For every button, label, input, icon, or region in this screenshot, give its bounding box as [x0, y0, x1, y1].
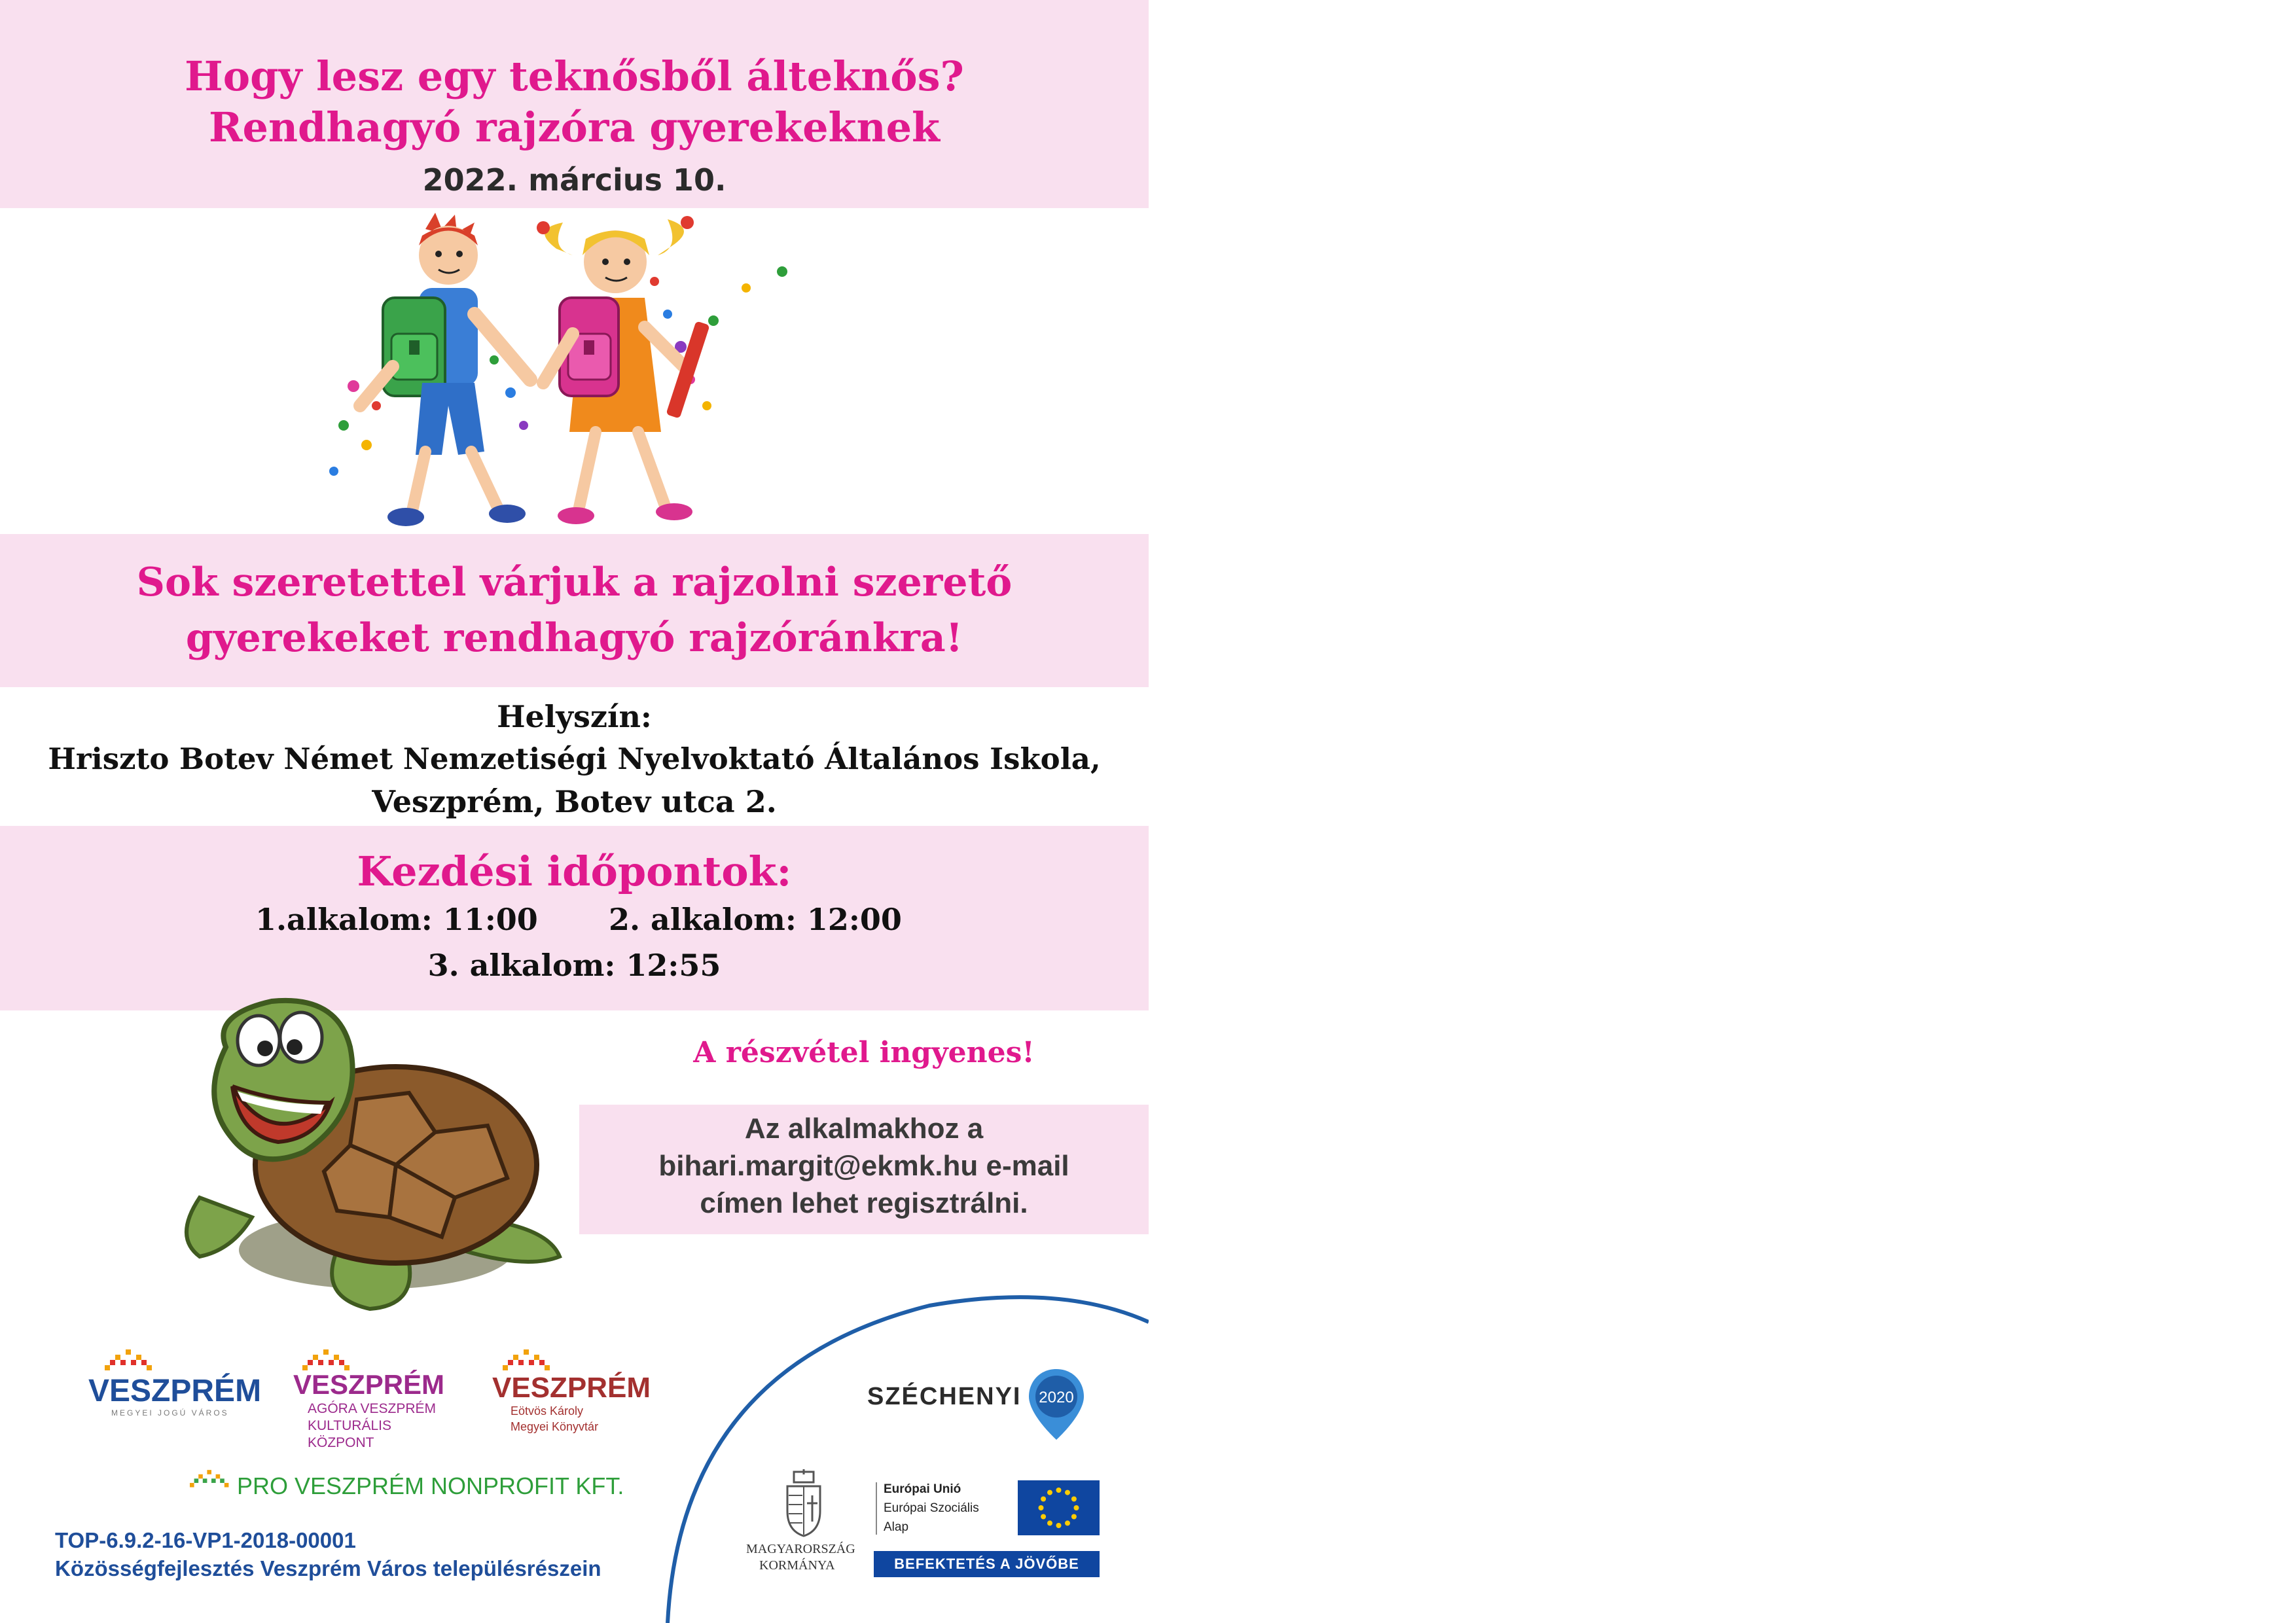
- eu-line-2: Európai Szociális: [884, 1501, 979, 1515]
- eu-star: [1056, 1488, 1062, 1493]
- library-subtitle-1: Eötvös Károly: [511, 1404, 584, 1418]
- schedule-slot-2: 2. alkalom: 12:00: [609, 902, 902, 937]
- eu-line-1: Európai Unió: [884, 1482, 961, 1496]
- project-title: Közösségfejlesztés Veszprém Város településrészein: [55, 1556, 601, 1580]
- government-line-1: MAGYARORSZÁG: [746, 1542, 855, 1556]
- schedule-slot-3: 3. alkalom: 12:55: [427, 948, 721, 983]
- registration-line-3: címen lehet regisztrálni.: [700, 1187, 1028, 1219]
- free-participation-note: A részvétel ingyenes!: [693, 1036, 1035, 1069]
- schedule-heading: Kezdési időpontok:: [357, 847, 792, 895]
- eu-line-3: Alap: [884, 1520, 909, 1534]
- eu-separator: [876, 1482, 877, 1535]
- eu-star: [1071, 1514, 1077, 1520]
- event-date: 2022. március 10.: [422, 162, 726, 198]
- eu-star: [1047, 1490, 1052, 1495]
- agora-subtitle-3: KÖZPONT: [308, 1435, 374, 1450]
- title-line-1: Hogy lesz egy teknősből álteknős?: [185, 52, 964, 100]
- agora-logo: VESZPRÉM: [293, 1369, 445, 1400]
- eu-star: [1071, 1497, 1077, 1502]
- invite-band: [0, 534, 1149, 687]
- location-address: Veszprém, Botev utca 2.: [372, 784, 777, 819]
- eu-flag-icon: [1018, 1480, 1100, 1535]
- eu-star: [1047, 1520, 1052, 1525]
- eu-star: [1065, 1520, 1070, 1525]
- girl-figure: [537, 216, 710, 524]
- location-name: Hriszto Botev Német Nemzetiségi Nyelvoktató Általános Iskola,: [48, 741, 1101, 776]
- project-code: TOP-6.9.2-16-VP1-2018-00001: [55, 1528, 356, 1552]
- crown-icon: [190, 1469, 233, 1491]
- turtle-illustration: [160, 988, 579, 1315]
- eu-star: [1074, 1505, 1079, 1510]
- registration-line-1: Az alkalmakhoz a: [744, 1113, 984, 1145]
- eu-star: [1065, 1490, 1070, 1495]
- schedule-slot-1: 1.alkalom: 11:00: [255, 902, 538, 937]
- agora-subtitle-2: KULTURÁLIS: [308, 1418, 391, 1433]
- invite-line-2: gyerekeket rendhagyó rajzóránkra!: [185, 615, 963, 661]
- invite-line-1: Sok szeretettel várjuk a rajzolni szerető: [136, 560, 1013, 605]
- government-line-2: KORMÁNYA: [759, 1558, 835, 1573]
- location-label: Helyszín:: [497, 699, 652, 734]
- veszprem-city-logo: VESZPRÉM: [88, 1374, 262, 1408]
- crown-icon: [105, 1349, 157, 1373]
- veszprem-city-subtitle: MEGYEI JOGÚ VÁROS: [111, 1408, 229, 1418]
- title-line-2: Rendhagyó rajzóra gyerekeknek: [209, 103, 940, 151]
- pro-veszprem-logo: PRO VESZPRÉM NONPROFIT KFT.: [237, 1472, 624, 1499]
- registration-email-line: bihari.margit@ekmk.hu e-mail: [658, 1150, 1069, 1182]
- library-subtitle-2: Megyei Könyvtár: [511, 1420, 599, 1433]
- eu-star: [1041, 1514, 1046, 1520]
- boy-figure: [360, 213, 530, 526]
- szechenyi-year: 2020: [1039, 1389, 1074, 1406]
- eu-star: [1056, 1523, 1062, 1528]
- szechenyi-logo: SZÉCHENYI: [867, 1383, 1022, 1410]
- eu-star: [1039, 1505, 1044, 1510]
- kids-illustration: [314, 209, 812, 537]
- agora-subtitle-1: AGÓRA VESZPRÉM: [308, 1401, 437, 1416]
- eu-banner-text: BEFEKTETÉS A JÖVŐBE: [894, 1556, 1079, 1572]
- szechenyi-pin-icon: [1026, 1366, 1086, 1442]
- hungarian-coat-of-arms-icon: [782, 1469, 825, 1538]
- library-logo: VESZPRÉM: [492, 1372, 651, 1404]
- crown-icon: [503, 1349, 555, 1373]
- eu-star: [1041, 1497, 1046, 1502]
